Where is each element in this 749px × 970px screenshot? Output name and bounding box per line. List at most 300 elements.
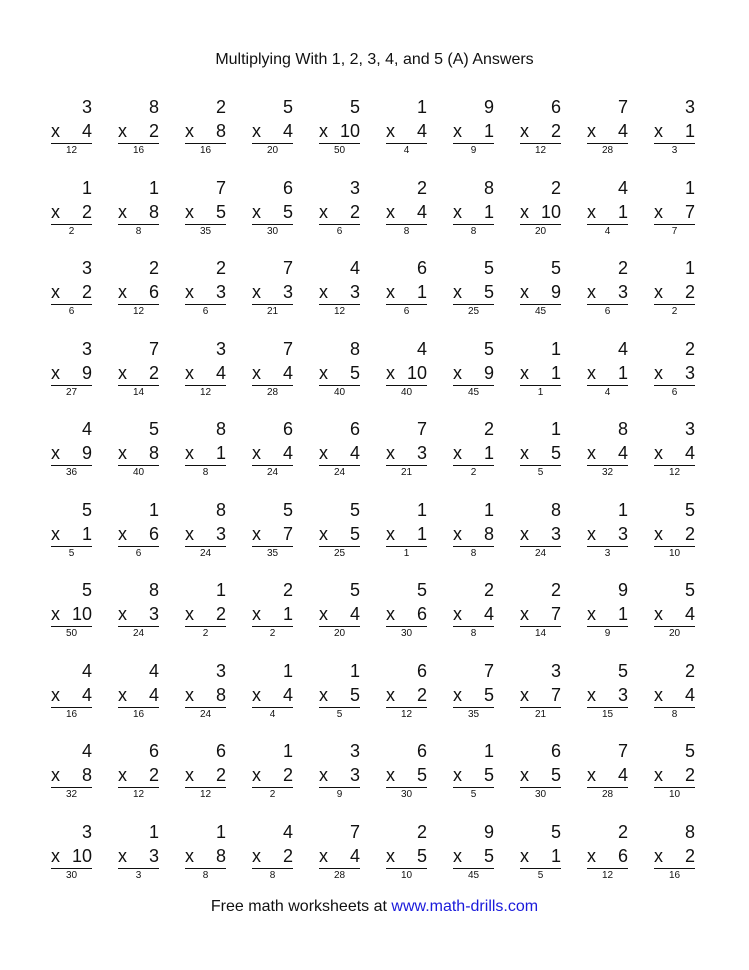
multiplier: 6 xyxy=(416,604,427,624)
multiplier: 4 xyxy=(416,121,427,141)
problem-item xyxy=(179,257,246,338)
times-sign: x xyxy=(587,362,596,383)
problem-item xyxy=(112,177,179,258)
multiplier: 10 xyxy=(339,121,360,141)
answer: 6 xyxy=(68,306,75,317)
multiplier: 3 xyxy=(349,282,360,302)
answer-rule xyxy=(51,465,92,466)
times-sign: x xyxy=(520,845,529,866)
times-sign: x xyxy=(118,443,127,463)
multiplier: 4 xyxy=(483,604,494,624)
problem-item xyxy=(380,418,447,499)
problem-item xyxy=(179,177,246,258)
multiplicand: 7 xyxy=(148,338,159,359)
answer-rule xyxy=(185,224,226,225)
times-sign: x xyxy=(453,684,462,705)
times-sign: x xyxy=(118,604,127,624)
problem-item xyxy=(514,821,581,902)
answer: 30 xyxy=(400,789,413,800)
multiplicand: 2 xyxy=(215,97,226,117)
multiplicand: 5 xyxy=(282,499,293,520)
answer: 20 xyxy=(266,145,279,156)
problem-item xyxy=(581,821,648,902)
answer-rule xyxy=(252,465,293,466)
multiplicand: 2 xyxy=(684,660,695,681)
multiplicand: 8 xyxy=(215,499,226,520)
answer-rule xyxy=(587,304,628,305)
multiplier: 8 xyxy=(215,845,226,866)
multiplicand: 6 xyxy=(148,741,159,761)
answer: 6 xyxy=(336,225,343,237)
answer-rule xyxy=(185,465,226,466)
answer: 21 xyxy=(534,708,547,720)
multiplicand: 1 xyxy=(215,580,226,600)
problem-item xyxy=(581,257,648,338)
multiplier: 4 xyxy=(282,443,293,463)
times-sign: x xyxy=(386,121,395,141)
times-sign: x xyxy=(51,684,60,705)
multiplicand: 1 xyxy=(483,499,494,520)
problem-item xyxy=(581,740,648,821)
multiplicand: 5 xyxy=(148,419,159,439)
multiplier: 2 xyxy=(684,765,695,785)
answer-rule xyxy=(453,707,494,708)
answer-rule xyxy=(252,385,293,386)
answer: 2 xyxy=(269,628,276,639)
multiplicand: 8 xyxy=(148,580,159,600)
multiplicand: 1 xyxy=(550,338,561,359)
answer-rule xyxy=(587,787,628,788)
answer: 3 xyxy=(671,145,678,156)
times-sign: x xyxy=(319,684,328,705)
answer: 4 xyxy=(604,386,611,398)
multiplicand: 7 xyxy=(416,419,427,439)
multiplier: 3 xyxy=(550,523,561,544)
multiplicand: 3 xyxy=(684,419,695,439)
answer-rule xyxy=(252,304,293,305)
times-sign: x xyxy=(587,121,596,141)
problem-item xyxy=(179,96,246,177)
multiplier: 1 xyxy=(483,201,494,222)
answer-rule xyxy=(319,787,360,788)
multiplier: 2 xyxy=(684,282,695,302)
multiplier: 4 xyxy=(349,604,360,624)
multiplier: 4 xyxy=(617,121,628,141)
answer-rule xyxy=(386,224,427,225)
answer: 16 xyxy=(199,145,212,156)
problem-item xyxy=(246,177,313,258)
answer: 12 xyxy=(132,789,145,800)
times-sign: x xyxy=(453,443,462,463)
problem-item xyxy=(112,338,179,419)
answer: 10 xyxy=(668,547,681,559)
multiplier: 4 xyxy=(349,845,360,866)
answer: 6 xyxy=(202,306,209,317)
multiplier: 1 xyxy=(684,121,695,141)
answer: 8 xyxy=(202,467,209,478)
multiplier: 4 xyxy=(215,362,226,383)
multiplicand: 4 xyxy=(617,177,628,198)
multiplicand: 5 xyxy=(81,499,92,520)
multiplier: 4 xyxy=(282,362,293,383)
answer-rule xyxy=(185,787,226,788)
problem-item xyxy=(648,96,715,177)
answer: 32 xyxy=(65,789,78,800)
answer: 27 xyxy=(65,386,78,398)
answer-rule xyxy=(453,787,494,788)
times-sign: x xyxy=(654,443,663,463)
times-sign: x xyxy=(587,845,596,866)
answer-rule xyxy=(520,385,561,386)
times-sign: x xyxy=(118,523,127,544)
multiplicand: 2 xyxy=(416,821,427,842)
multiplicand: 3 xyxy=(349,177,360,198)
answer: 12 xyxy=(400,708,413,720)
multiplier: 7 xyxy=(550,684,561,705)
multiplier: 2 xyxy=(684,845,695,866)
multiplier: 5 xyxy=(215,201,226,222)
times-sign: x xyxy=(520,523,529,544)
problem-item xyxy=(179,579,246,660)
answer: 21 xyxy=(266,306,279,317)
problem-item xyxy=(581,579,648,660)
problem-item xyxy=(447,96,514,177)
answer-rule xyxy=(520,626,561,627)
problem-item xyxy=(45,579,112,660)
problem-item xyxy=(313,177,380,258)
answer: 14 xyxy=(132,386,145,398)
answer: 12 xyxy=(333,306,346,317)
answer-rule xyxy=(654,224,695,225)
multiplicand: 3 xyxy=(81,97,92,117)
multiplier: 5 xyxy=(483,845,494,866)
problem-item xyxy=(246,499,313,580)
answer-rule xyxy=(386,707,427,708)
multiplicand: 8 xyxy=(617,419,628,439)
times-sign: x xyxy=(654,282,663,302)
times-sign: x xyxy=(587,523,596,544)
times-sign: x xyxy=(654,604,663,624)
problem-item xyxy=(648,579,715,660)
times-sign: x xyxy=(453,523,462,544)
problem-item xyxy=(380,660,447,741)
multiplicand: 7 xyxy=(349,821,360,842)
multiplicand: 7 xyxy=(282,258,293,278)
multiplier: 8 xyxy=(148,443,159,463)
times-sign: x xyxy=(386,765,395,785)
answer-rule xyxy=(386,868,427,869)
answer: 3 xyxy=(604,547,611,559)
answer: 40 xyxy=(132,467,145,478)
times-sign: x xyxy=(252,443,261,463)
problem-item xyxy=(179,740,246,821)
footer xyxy=(0,897,749,917)
answer: 8 xyxy=(269,869,276,881)
answer: 30 xyxy=(400,628,413,639)
multiplier: 2 xyxy=(148,362,159,383)
multiplier: 1 xyxy=(483,443,494,463)
multiplier: 5 xyxy=(282,201,293,222)
multiplier: 1 xyxy=(550,845,561,866)
answer: 8 xyxy=(671,708,678,720)
answer: 6 xyxy=(403,306,410,317)
times-sign: x xyxy=(185,604,194,624)
multiplicand: 5 xyxy=(684,741,695,761)
times-sign: x xyxy=(319,362,328,383)
multiplier: 4 xyxy=(684,443,695,463)
multiplicand: 3 xyxy=(349,741,360,761)
multiplicand: 6 xyxy=(349,419,360,439)
multiplier: 3 xyxy=(684,362,695,383)
multiplicand: 2 xyxy=(148,258,159,278)
problem-item xyxy=(648,338,715,419)
multiplier: 5 xyxy=(483,684,494,705)
problem-item xyxy=(514,740,581,821)
times-sign: x xyxy=(319,201,328,222)
answer: 9 xyxy=(604,628,611,639)
answer: 36 xyxy=(65,467,78,478)
problem-item xyxy=(313,418,380,499)
answer: 50 xyxy=(333,145,346,156)
times-sign: x xyxy=(654,201,663,222)
times-sign: x xyxy=(453,201,462,222)
multiplicand: 6 xyxy=(416,258,427,278)
times-sign: x xyxy=(386,845,395,866)
answer-rule xyxy=(118,465,159,466)
problem-item xyxy=(45,821,112,902)
problem-item xyxy=(112,499,179,580)
answer: 5 xyxy=(470,789,477,800)
multiplier: 1 xyxy=(550,362,561,383)
multiplier: 3 xyxy=(148,604,159,624)
multiplier: 2 xyxy=(81,201,92,222)
answer-rule xyxy=(386,143,427,144)
times-sign: x xyxy=(520,282,529,302)
answer: 6 xyxy=(604,306,611,317)
answer-rule xyxy=(51,304,92,305)
times-sign: x xyxy=(185,523,194,544)
problem-item xyxy=(313,660,380,741)
answer-rule xyxy=(185,868,226,869)
times-sign: x xyxy=(51,201,60,222)
answer: 21 xyxy=(400,467,413,478)
answer-rule xyxy=(185,626,226,627)
multiplier: 4 xyxy=(617,443,628,463)
answer-rule xyxy=(453,868,494,869)
answer-rule xyxy=(118,707,159,708)
times-sign: x xyxy=(520,201,529,222)
times-sign: x xyxy=(386,201,395,222)
multiplicand: 2 xyxy=(617,258,628,278)
answer: 20 xyxy=(668,628,681,639)
multiplier: 4 xyxy=(148,684,159,705)
times-sign: x xyxy=(252,121,261,141)
answer: 12 xyxy=(668,467,681,478)
answer-rule xyxy=(319,224,360,225)
answer: 5 xyxy=(537,869,544,881)
footer-text: Free math worksheets at xyxy=(210,898,392,915)
problem-item xyxy=(648,418,715,499)
times-sign: x xyxy=(386,362,395,383)
answer-rule xyxy=(453,143,494,144)
times-sign: x xyxy=(118,362,127,383)
answer-rule xyxy=(453,224,494,225)
answer: 35 xyxy=(266,547,279,559)
problem-item xyxy=(447,660,514,741)
multiplier: 2 xyxy=(416,684,427,705)
problem-item xyxy=(447,338,514,419)
multiplier: 10 xyxy=(71,845,92,866)
multiplicand: 5 xyxy=(349,499,360,520)
multiplicand: 6 xyxy=(416,741,427,761)
problem-item xyxy=(581,418,648,499)
multiplicand: 8 xyxy=(148,97,159,117)
multiplicand: 8 xyxy=(483,177,494,198)
answer: 25 xyxy=(467,306,480,317)
footer-link[interactable]: www.math-drills.com xyxy=(391,898,539,915)
multiplicand: 5 xyxy=(416,580,427,600)
multiplier: 5 xyxy=(416,845,427,866)
answer: 24 xyxy=(333,467,346,478)
answer: 35 xyxy=(199,225,212,237)
answer: 10 xyxy=(668,789,681,800)
problem-item xyxy=(648,821,715,902)
multiplicand: 3 xyxy=(684,97,695,117)
times-sign: x xyxy=(185,201,194,222)
answer: 8 xyxy=(202,869,209,881)
answer-rule xyxy=(654,385,695,386)
answer-rule xyxy=(51,787,92,788)
times-sign: x xyxy=(51,765,60,785)
problem-item xyxy=(447,740,514,821)
answer: 24 xyxy=(534,547,547,559)
multiplicand: 4 xyxy=(81,419,92,439)
answer: 30 xyxy=(534,789,547,800)
answer-rule xyxy=(386,465,427,466)
answer: 4 xyxy=(269,708,276,720)
answer-rule xyxy=(587,143,628,144)
answer: 4 xyxy=(604,225,611,237)
times-sign: x xyxy=(654,121,663,141)
multiplicand: 5 xyxy=(684,580,695,600)
times-sign: x xyxy=(520,604,529,624)
problem-item xyxy=(380,257,447,338)
answer: 2 xyxy=(269,789,276,800)
multiplicand: 3 xyxy=(81,338,92,359)
problem-item xyxy=(246,740,313,821)
times-sign: x xyxy=(453,362,462,383)
multiplicand: 5 xyxy=(81,580,92,600)
multiplicand: 2 xyxy=(282,580,293,600)
answer: 6 xyxy=(135,547,142,559)
answer-rule xyxy=(319,465,360,466)
multiplicand: 6 xyxy=(215,741,226,761)
multiplicand: 5 xyxy=(349,97,360,117)
multiplicand: 2 xyxy=(416,177,427,198)
problem-item xyxy=(514,257,581,338)
problem-item xyxy=(45,177,112,258)
problem-item xyxy=(45,96,112,177)
multiplicand: 7 xyxy=(617,741,628,761)
answer-rule xyxy=(654,143,695,144)
answer: 8 xyxy=(470,225,477,237)
times-sign: x xyxy=(51,604,60,624)
answer-rule xyxy=(118,143,159,144)
problem-item xyxy=(45,660,112,741)
times-sign: x xyxy=(386,604,395,624)
multiplicand: 1 xyxy=(684,258,695,278)
problem-item xyxy=(380,740,447,821)
multiplicand: 4 xyxy=(81,741,92,761)
multiplier: 2 xyxy=(215,604,226,624)
times-sign: x xyxy=(252,845,261,866)
answer-rule xyxy=(654,787,695,788)
multiplicand: 2 xyxy=(550,177,561,198)
answer: 25 xyxy=(333,547,346,559)
times-sign: x xyxy=(252,604,261,624)
multiplicand: 6 xyxy=(416,660,427,681)
multiplier: 2 xyxy=(349,201,360,222)
multiplicand: 5 xyxy=(483,258,494,278)
problem-item xyxy=(648,499,715,580)
problem-grid xyxy=(45,96,715,901)
times-sign: x xyxy=(520,121,529,141)
multiplicand: 8 xyxy=(349,338,360,359)
multiplicand: 7 xyxy=(483,660,494,681)
multiplier: 9 xyxy=(81,362,92,383)
multiplicand: 9 xyxy=(617,580,628,600)
answer-rule xyxy=(118,626,159,627)
answer-rule xyxy=(453,546,494,547)
multiplier: 8 xyxy=(215,121,226,141)
answer-rule xyxy=(386,787,427,788)
answer: 1 xyxy=(537,386,544,398)
times-sign: x xyxy=(520,684,529,705)
multiplier: 9 xyxy=(483,362,494,383)
multiplicand: 1 xyxy=(684,177,695,198)
multiplier: 1 xyxy=(483,121,494,141)
answer: 9 xyxy=(470,145,477,156)
times-sign: x xyxy=(587,201,596,222)
multiplicand: 7 xyxy=(215,177,226,198)
answer-rule xyxy=(386,626,427,627)
answer: 5 xyxy=(537,467,544,478)
answer-rule xyxy=(654,868,695,869)
answer-rule xyxy=(51,143,92,144)
problem-item xyxy=(45,418,112,499)
problem-item xyxy=(581,660,648,741)
problem-item xyxy=(447,177,514,258)
answer-rule xyxy=(587,385,628,386)
times-sign: x xyxy=(51,523,60,544)
times-sign: x xyxy=(118,765,127,785)
answer-rule xyxy=(252,707,293,708)
answer: 8 xyxy=(470,628,477,639)
answer-rule xyxy=(520,546,561,547)
problem-item xyxy=(45,257,112,338)
answer: 5 xyxy=(68,547,75,559)
answer-rule xyxy=(185,707,226,708)
answer: 28 xyxy=(333,869,346,881)
answer-rule xyxy=(319,707,360,708)
problem-item xyxy=(447,579,514,660)
answer-rule xyxy=(520,224,561,225)
problem-item xyxy=(112,418,179,499)
multiplier: 5 xyxy=(483,282,494,302)
multiplicand: 5 xyxy=(483,338,494,359)
answer: 1 xyxy=(403,547,410,559)
answer-rule xyxy=(185,546,226,547)
